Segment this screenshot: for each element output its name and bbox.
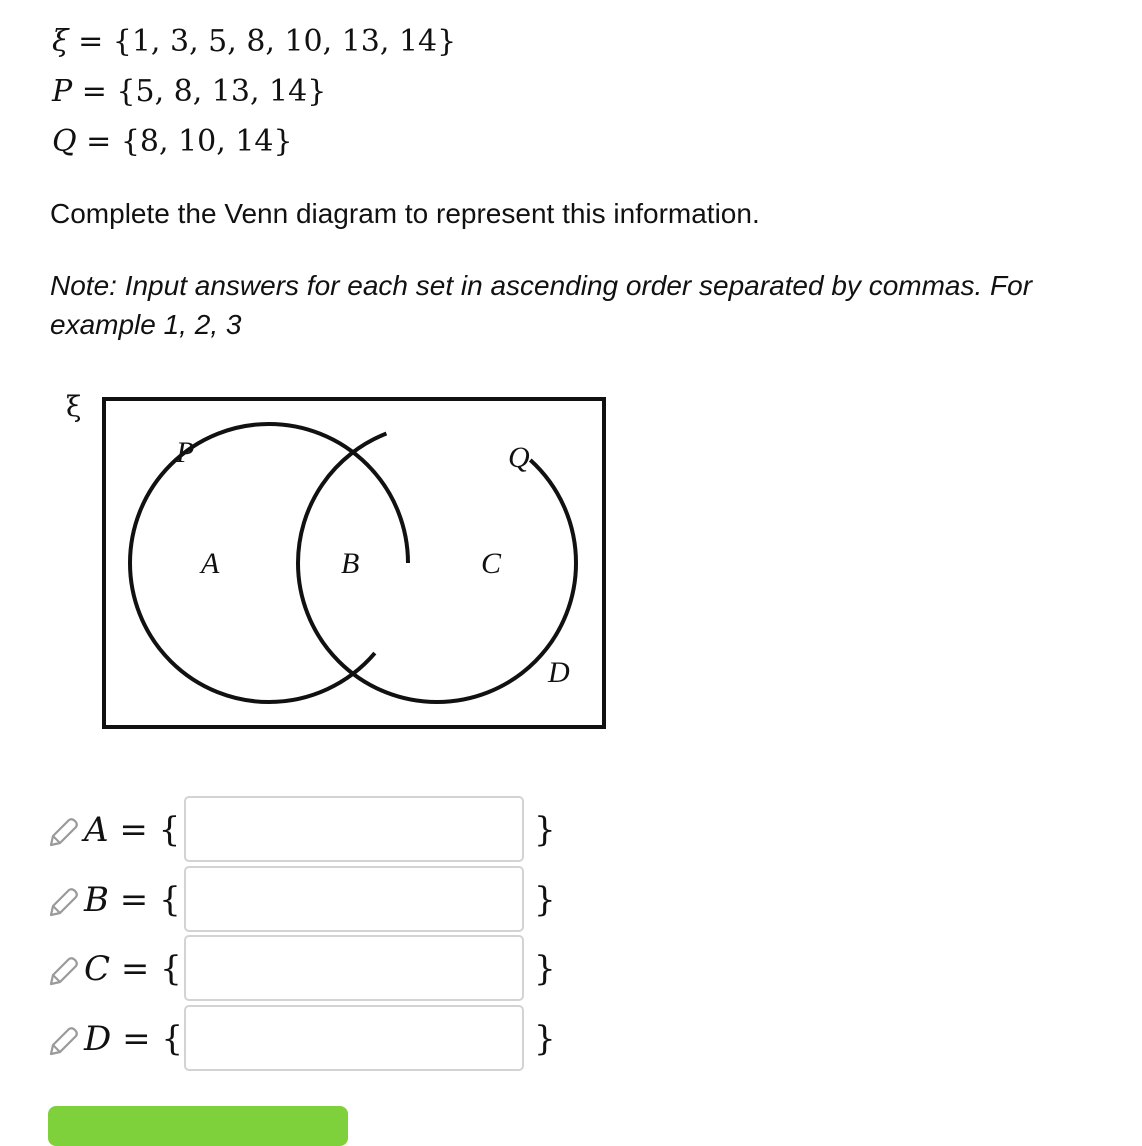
region-symbol: A — [84, 810, 109, 850]
universal-set-definition — [52, 24, 456, 60]
answer-label — [84, 949, 182, 989]
circle-q-label: Q — [508, 441, 530, 474]
answer-label — [84, 810, 180, 850]
answer-row-a — [46, 796, 566, 866]
equals-open-brace: = { — [111, 1019, 184, 1059]
equals-open-brace: = { — [109, 880, 181, 920]
circle-q — [298, 424, 576, 702]
circle-p — [130, 424, 408, 702]
answer-label — [84, 1019, 183, 1059]
answer-d-input[interactable] — [184, 1005, 524, 1071]
submit-button[interactable] — [48, 1106, 348, 1146]
region-symbol: B — [84, 880, 109, 920]
question-note: Note: Input answers for each set in ascending order separated by commas. For example 1, 2, 3 — [50, 270, 1033, 340]
set-elements: {5, 8, 13, 14} — [116, 74, 327, 109]
region-a-label: A — [201, 547, 220, 580]
set-elements: {8, 10, 14} — [120, 124, 293, 159]
close-brace: } — [534, 880, 556, 920]
question-prompt: Complete the Venn diagram to represent this information. — [50, 198, 760, 229]
equals-open-brace: = { — [108, 810, 181, 850]
answer-row-b — [46, 866, 566, 936]
equals-sign: = — [76, 124, 121, 159]
set-symbol: Q — [52, 124, 77, 159]
set-p-definition — [52, 74, 326, 110]
answer-row-c — [46, 935, 566, 1005]
region-symbol: C — [84, 949, 111, 989]
set-symbol: ξ — [52, 24, 69, 59]
region-d-label: D — [548, 656, 570, 689]
answer-b-input[interactable] — [184, 866, 524, 932]
answer-row-d — [46, 1005, 566, 1075]
venn-diagram — [60, 380, 620, 740]
close-brace: } — [534, 810, 556, 850]
set-q-definition — [52, 124, 293, 160]
pencil-icon — [46, 1025, 80, 1059]
close-brace: } — [534, 949, 556, 989]
answer-c-input[interactable] — [184, 935, 524, 1001]
pencil-icon — [46, 955, 80, 989]
pencil-icon — [46, 886, 80, 920]
pencil-icon — [46, 816, 80, 850]
region-symbol: D — [84, 1019, 112, 1059]
close-brace: } — [534, 1019, 556, 1059]
equals-sign: = — [68, 24, 113, 59]
region-b-label: B — [341, 547, 360, 580]
set-symbol: P — [52, 74, 73, 109]
equals-open-brace: = { — [110, 949, 182, 989]
answer-a-input[interactable] — [184, 796, 524, 862]
universal-set-label: ξ — [66, 390, 82, 423]
region-c-label: C — [481, 547, 502, 580]
set-elements: {1, 3, 5, 8, 10, 13, 14} — [112, 24, 457, 59]
circle-p-label: P — [176, 436, 195, 469]
equals-sign: = — [72, 74, 117, 109]
answer-label — [84, 880, 181, 920]
